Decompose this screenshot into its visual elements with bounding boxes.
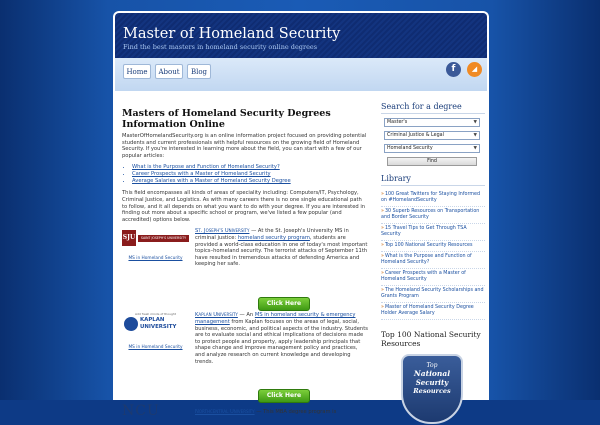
article-link[interactable]: • Career Prospects with a Master of Homeland Security [132,171,368,178]
top100-badge[interactable]: Top National Security Resources [401,354,463,424]
nav-about[interactable]: About [155,64,183,79]
program-link[interactable]: homeland security program [237,234,310,241]
nav-blog[interactable]: Blog [187,64,211,79]
find-button[interactable]: Find [387,157,477,166]
site-title[interactable]: Master of Homeland Security [123,26,341,42]
arrow-right-icon: » [381,209,384,214]
kaplan-globe-icon [124,317,138,331]
nav-bar [113,58,489,91]
school-listing [122,312,368,404]
library-item[interactable]: »15 Travel Tips to Get Through TSA Security [381,224,485,241]
article-link[interactable]: • Average Salaries with a Master of Homeland Security Degree [132,178,368,185]
arrow-right-icon: » [381,254,384,259]
kaplan-logo[interactable] [122,312,189,338]
school-program-link[interactable]: MS in Homeland Security [128,256,183,262]
school-description: Northcentral University — This MBA degree program is [195,409,337,416]
page-wrapper [113,11,489,420]
library-item[interactable]: »Career Prospects with a Master of Homeland Security [381,269,485,286]
ncu-logo[interactable]: NCU [122,403,160,420]
library-item[interactable]: »What is the Purpose and Function of Homeland Security? [381,252,485,269]
body-paragraph: This field encompasses all kinds of areas of speciality including: Computers/IT, Psychology, Criminal Justice, and Logistics. As with many careers there is no one single educational path to follow, and it all depends on what you want to do with your degree. If you are interested in finding out more about a specific school or program, we've listed a few popular (and accredited) options below. [122,190,366,223]
library-item[interactable]: »100 Great Twitters for Staying Informed on #HomelandSecurity [381,190,485,207]
arrow-right-icon: » [381,288,384,293]
site-tagline: Find the best masters in homeland security online degrees [123,43,318,51]
library-item[interactable]: »The Homeland Security Scholarships and Grants Program [381,286,485,303]
arrow-right-icon: » [381,305,384,310]
school-description: St. Joseph's University — At the St. Joseph's University MS in criminal justice: homeland security program, students are provided a world-class education in one of today's most important topics–homeland security. The terrorist attacks of September 11th have resulted in tremendous attacks of defending America and keeping her safe. [195,228,368,268]
top100-title: Top 100 National Security Resources [381,330,481,348]
school-listing [122,403,368,423]
click-here-button[interactable]: Click Here [258,389,310,403]
popular-articles-list [122,164,368,185]
library-item[interactable]: »30 Superb Resources on Transportation and Border Security [381,207,485,224]
page-title: Masters of Homeland Security Degrees Information Online [122,108,331,130]
sju-logo[interactable] [122,228,189,250]
library-item[interactable]: »Top 100 National Security Resources [381,241,485,252]
category-select[interactable]: Criminal Justice & Legal ▼ [384,131,480,140]
click-here-button[interactable]: Click Here [258,297,310,311]
sju-logo-name: SAINT JOSEPH'S UNIVERSITY [138,235,189,242]
rss-icon[interactable]: ◢ [467,62,482,77]
arrow-right-icon: » [381,271,384,276]
library-title: Library [381,174,485,186]
nav-home[interactable]: Home [123,64,151,79]
search-title: Search for a degree [381,102,485,114]
article-link[interactable]: • What is the Purpose and Function of Homeland Security? [132,164,368,171]
arrow-right-icon: » [381,226,384,231]
kaplan-logo-tag: Add fresh minds of thought [135,312,176,317]
degree-level-select[interactable]: Master's ▼ [384,118,480,127]
intro-paragraph: MasterOfHomelandSecurity.org is an online information project focused on providing potential students and current professionals with helpful resources on the growing field of Homeland Security. If you're interested in learning more about the field, you can start with a few of our popular articles: [122,133,367,159]
school-name-link[interactable]: Northcentral University [195,409,255,416]
facebook-icon[interactable]: f [446,62,461,77]
chevron-down-icon: ▼ [473,133,477,138]
site-header [113,11,489,58]
school-program-link[interactable]: MS in Homeland Security [128,345,183,351]
library-list [381,190,485,320]
arrow-right-icon: » [381,243,384,248]
main-column [122,108,368,423]
school-name-link[interactable]: Kaplan University [195,312,238,319]
chevron-down-icon: ▼ [473,146,477,151]
kaplan-logo-name: KAPLAN UNIVERSITY [140,317,177,330]
arrow-right-icon: » [381,192,384,197]
library-item[interactable]: »Master of Homeland Security Degree Holder Average Salary [381,303,485,320]
school-listing [122,228,368,310]
chevron-down-icon: ▼ [473,120,477,125]
school-description: Kaplan University — An MS in homeland security & emergency management from Kaplan focuses on the areas of legal, social, business, economic, and political aspects of the industry. Students are to evaluate social and ethical implications of decisions made to protect people and property, apply leadership principals that shape change and improve management policy and practices, and analyze research on current knowledge and developing trends. [195,312,368,365]
program-link[interactable]: MS in homeland security & emergency management [195,312,356,325]
subject-select[interactable]: Homeland Security ▼ [384,144,480,153]
content-area [113,91,489,420]
sidebar [381,91,485,395]
sju-logo-mark: SJU [122,230,136,246]
school-name-link[interactable]: St. Joseph's University [195,228,250,235]
